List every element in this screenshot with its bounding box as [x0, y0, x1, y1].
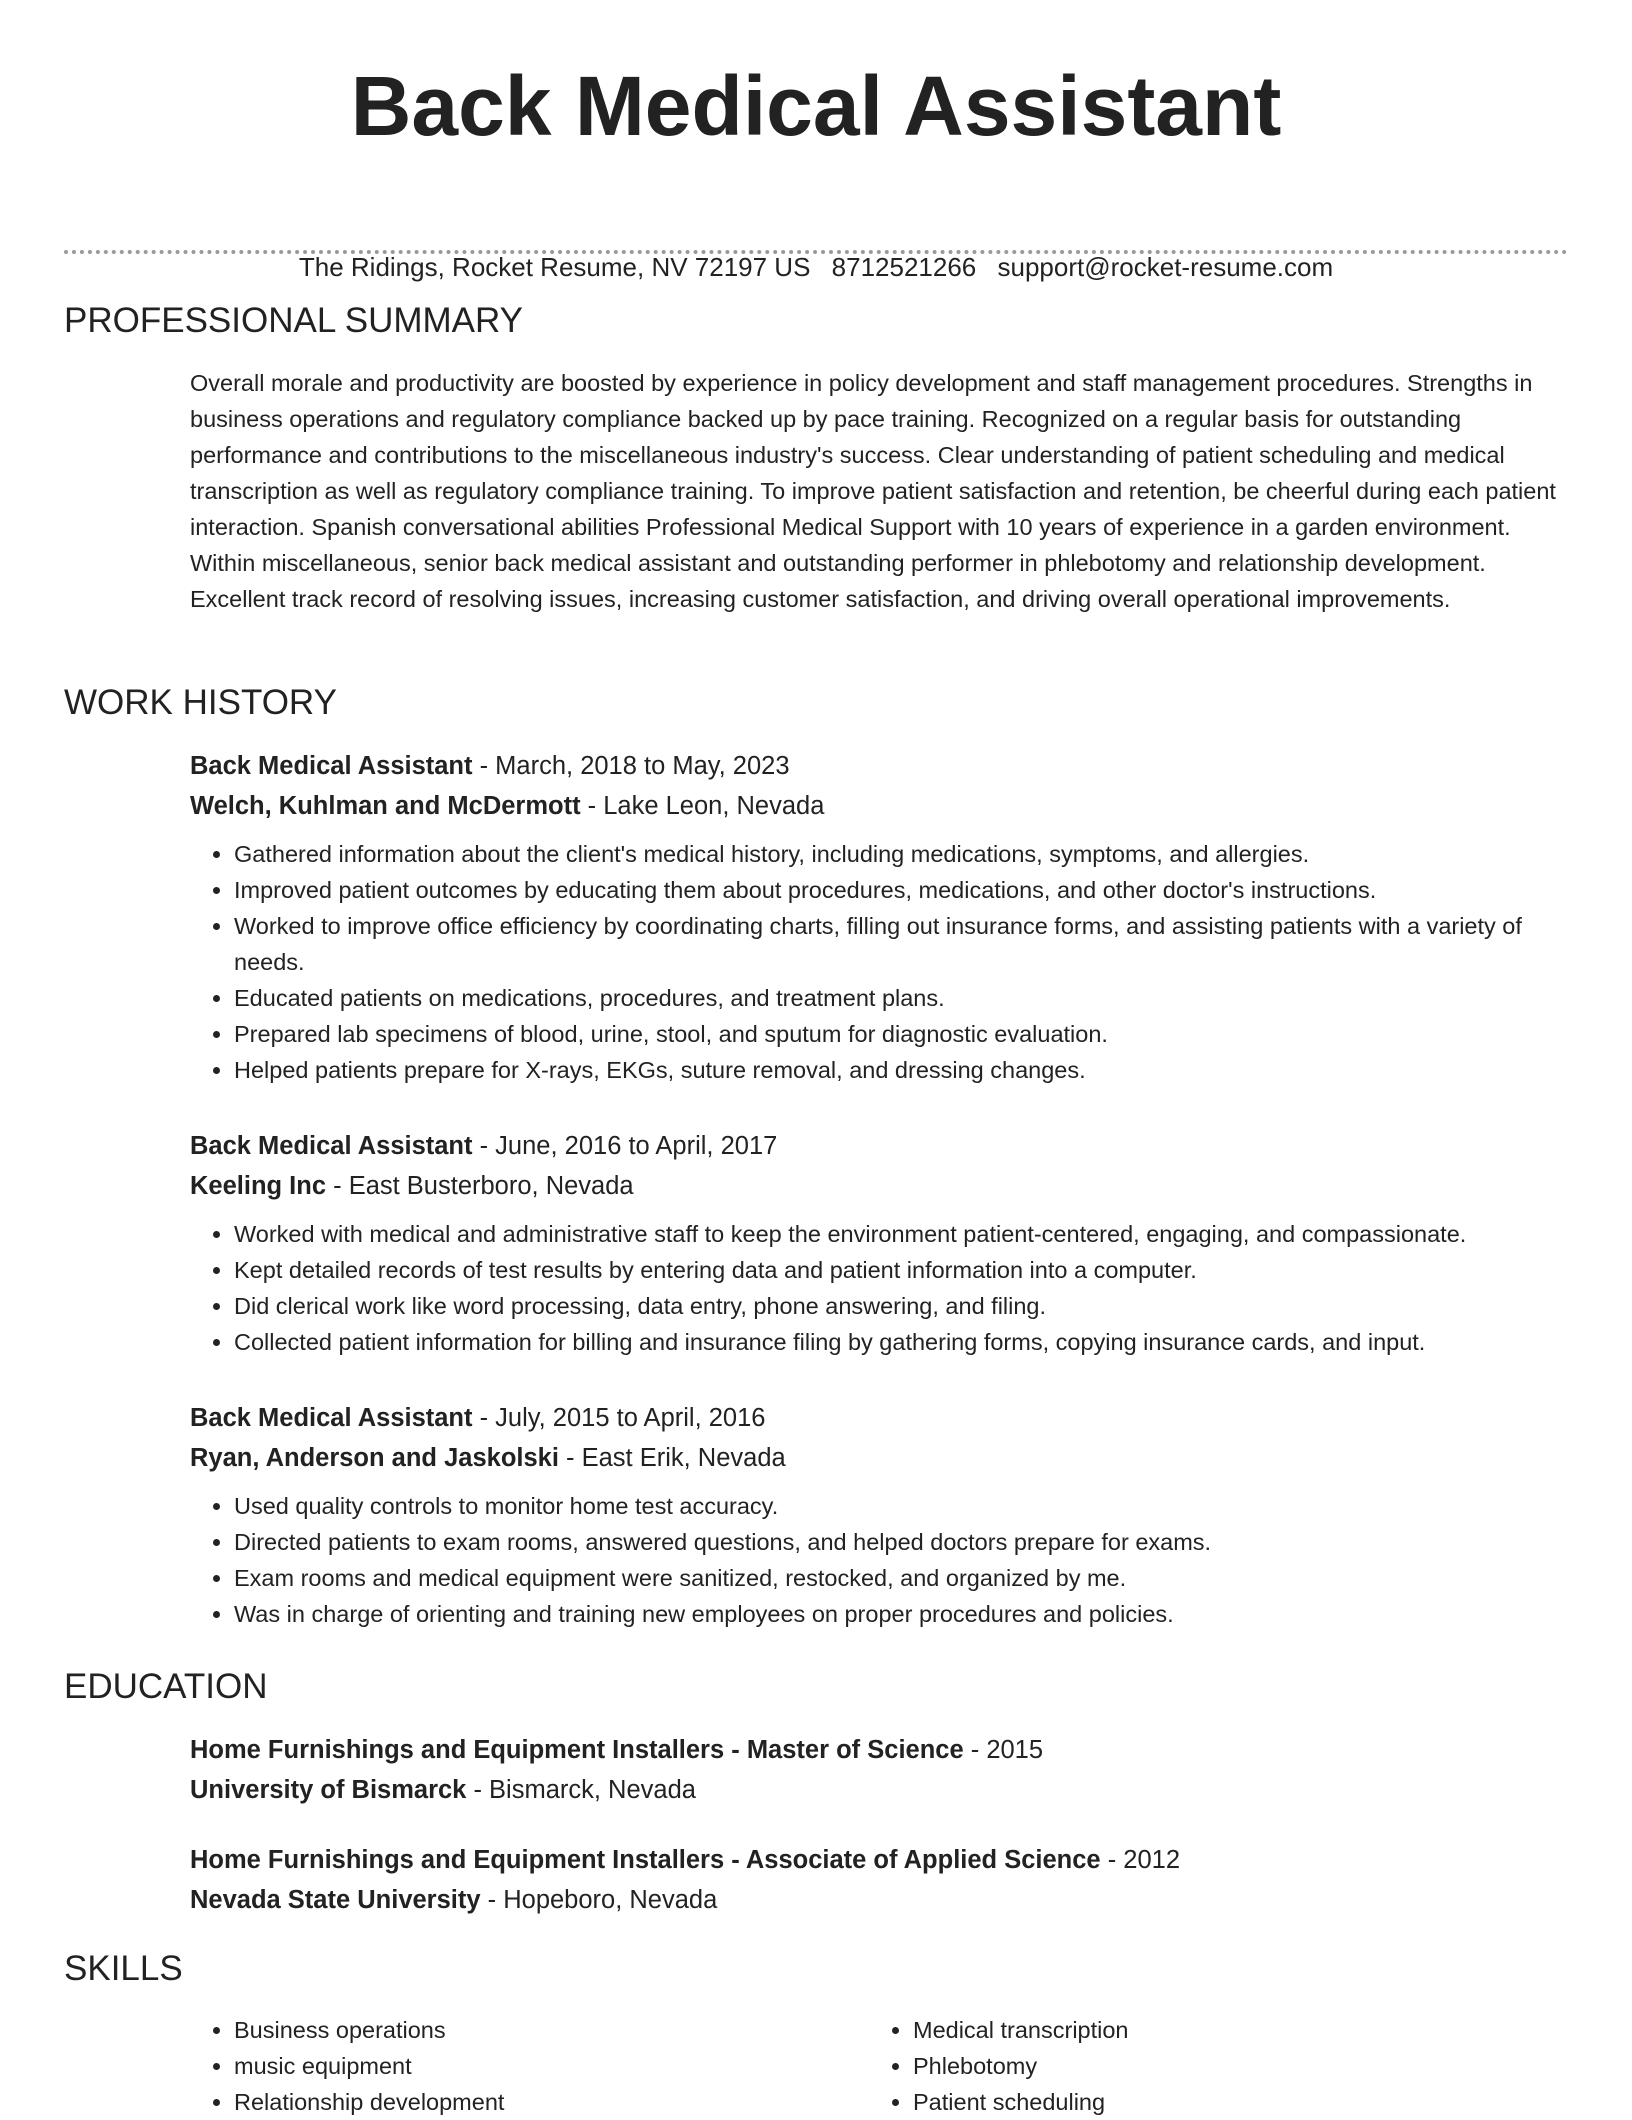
job-title: Back Medical Assistant	[190, 1404, 473, 1432]
job-location: - East Erik, Nevada	[558, 1444, 786, 1472]
address: The Ridings, Rocket Resume, NV 72197 US	[298, 252, 811, 282]
skills-list-left	[190, 2012, 504, 2120]
job-location: - East Busterboro, Nevada	[326, 1172, 634, 1200]
job-dates: - July, 2015 to April, 2016	[472, 1404, 766, 1432]
list-item: • Directed patients to exam rooms, answered questions, and helped doctors prepare for exams.	[234, 1524, 1590, 1560]
graduation-year: - 2012	[1100, 1846, 1181, 1874]
job-company-line	[190, 786, 1590, 826]
list-item: • Kept detailed records of test results by entering data and patient information into a computer.	[234, 1252, 1590, 1288]
resume-header	[64, 0, 1568, 156]
job-duties-list	[190, 1488, 1590, 1632]
education-entry	[190, 1730, 1590, 1810]
job-location: - Lake Leon, Nevada	[580, 792, 825, 820]
job-title: Back Medical Assistant	[190, 1132, 473, 1160]
phone-number: 8712521266	[831, 252, 977, 282]
job-title-line	[190, 1398, 1590, 1438]
section-title-skills: SKILLS	[64, 1949, 183, 1988]
list-item: • Gathered information about the client's medical history, including medications, symptoms, and allergies.	[234, 836, 1590, 872]
education-entry	[190, 1840, 1590, 1920]
contact-line	[0, 252, 1632, 282]
job-company-line	[190, 1166, 1590, 1206]
job-entry	[190, 1126, 1590, 1360]
candidate-name: Back Medical Assistant	[350, 59, 1282, 153]
skill-item: • music equipment	[234, 2048, 504, 2084]
skill-item: • Medical transcription	[913, 2012, 1129, 2048]
email-address: support@rocket-resume.com	[997, 252, 1334, 282]
job-duties-list	[190, 1216, 1590, 1360]
skill-item: • Business operations	[234, 2012, 504, 2048]
job-entry	[190, 1398, 1590, 1632]
company-name: Ryan, Anderson and Jaskolski	[190, 1444, 559, 1472]
school-location: - Hopeboro, Nevada	[480, 1886, 718, 1914]
company-name: Keeling Inc	[190, 1172, 327, 1200]
section-title-summary: PROFESSIONAL SUMMARY	[64, 301, 523, 340]
header-divider	[64, 250, 1568, 254]
summary-text: Overall morale and productivity are boosted by experience in policy development and staff management procedures. Strengths in business operations and regulatory compliance backed up by pace training. Recognized on a regular basis for outstanding performance and contributions to the miscellaneous industry's success. Clear understanding of patient scheduling and medical transcription as well as regulatory compliance training. To improve patient satisfaction and retention, be cheerful during each patient interaction. Spanish conversational abilities Professional Medical Support with 10 years of experience in a garden environment. Within miscellaneous, senior back medical assistant and outstanding performer in phlebotomy and relationship development. Excellent track record of resolving issues, increasing customer satisfaction, and driving overall operational improvements.	[190, 370, 1556, 612]
list-item: • Collected patient information for billing and insurance filing by gathering forms, copying insurance cards, and input.	[234, 1324, 1590, 1360]
skill-item: • Patient scheduling	[913, 2084, 1129, 2120]
school-name: Nevada State University	[190, 1886, 481, 1914]
list-item: • Educated patients on medications, procedures, and treatment plans.	[234, 980, 1590, 1016]
skill-item: • Relationship development	[234, 2084, 504, 2120]
degree-name: Home Furnishings and Equipment Installers - Associate of Applied Science	[190, 1846, 1101, 1874]
list-item: • Worked with medical and administrative staff to keep the environment patient-centered, engaging, and compassionate.	[234, 1216, 1590, 1252]
degree-line	[190, 1730, 1590, 1770]
school-name: University of Bismarck	[190, 1776, 467, 1804]
list-item: • Improved patient outcomes by educating them about procedures, medications, and other doctor's instructions.	[234, 872, 1590, 908]
section-title-education: EDUCATION	[64, 1667, 268, 1706]
job-dates: - March, 2018 to May, 2023	[472, 752, 790, 780]
list-item: • Used quality controls to monitor home test accuracy.	[234, 1488, 1590, 1524]
job-title-line	[190, 746, 1590, 786]
skill-item: • Phlebotomy	[913, 2048, 1129, 2084]
job-entry	[190, 746, 1590, 1088]
list-item: • Did clerical work like word processing, data entry, phone answering, and filing.	[234, 1288, 1590, 1324]
job-duties-list	[190, 836, 1590, 1088]
school-line	[190, 1770, 1590, 1810]
list-item: • Was in charge of orienting and training new employees on proper procedures and policies.	[234, 1596, 1590, 1632]
graduation-year: - 2015	[963, 1736, 1044, 1764]
company-name: Welch, Kuhlman and McDermott	[190, 792, 581, 820]
section-title-work-history: WORK HISTORY	[64, 683, 337, 722]
school-line	[190, 1880, 1590, 1920]
list-item: • Prepared lab specimens of blood, urine, stool, and sputum for diagnostic evaluation.	[234, 1016, 1590, 1052]
list-item: • Exam rooms and medical equipment were sanitized, restocked, and organized by me.	[234, 1560, 1590, 1596]
list-item: • Worked to improve office efficiency by coordinating charts, filling out insurance forms, and assisting patients with a variety of needs.	[234, 908, 1590, 980]
job-title: Back Medical Assistant	[190, 752, 473, 780]
list-item: • Helped patients prepare for X-rays, EKGs, suture removal, and dressing changes.	[234, 1052, 1590, 1088]
job-dates: - June, 2016 to April, 2017	[472, 1132, 778, 1160]
degree-name: Home Furnishings and Equipment Installers - Master of Science	[190, 1736, 964, 1764]
school-location: - Bismarck, Nevada	[466, 1776, 696, 1804]
job-company-line	[190, 1438, 1590, 1478]
skills-list-right	[869, 2012, 1129, 2120]
job-title-line	[190, 1126, 1590, 1166]
degree-line	[190, 1840, 1590, 1880]
